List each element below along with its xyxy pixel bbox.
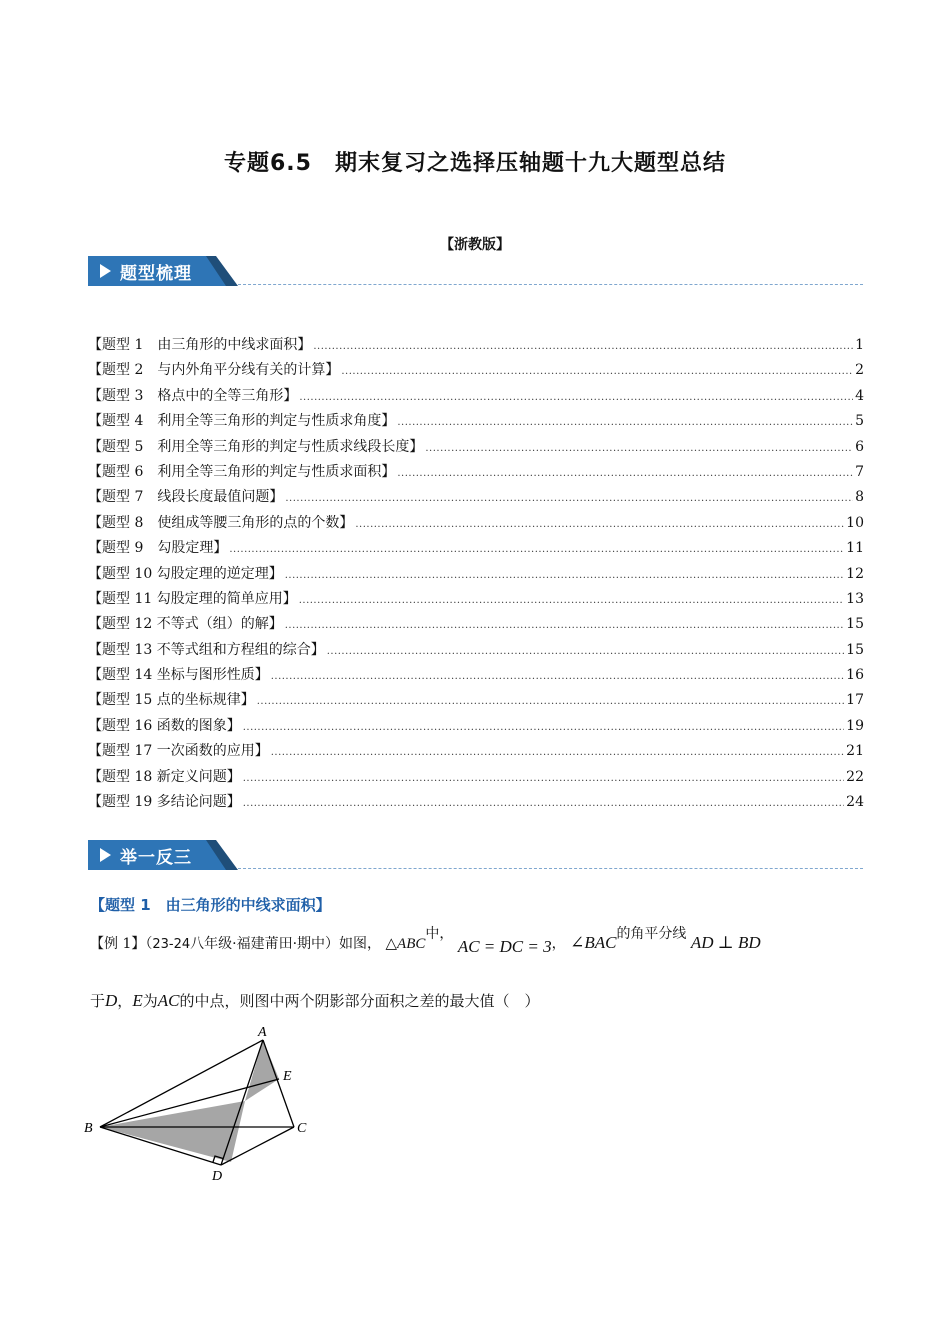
toc-item[interactable] [88, 486, 864, 511]
toc-item[interactable] [88, 385, 864, 410]
label-c: C [297, 1121, 307, 1136]
toc-item[interactable] [88, 664, 864, 689]
dashed-divider [238, 868, 863, 869]
equation-ac-dc: AC = DC = 3 [457, 937, 552, 956]
text-wei: 为 [142, 992, 158, 1010]
table-of-contents [88, 334, 864, 816]
toc-item-label: 【题型 11 勾股定理的简单应用】 [88, 590, 297, 607]
toc-item-page: 13 [846, 590, 864, 607]
toc-item-label: 【题型 16 函数的图象】 [88, 717, 241, 734]
toc-item-page: 19 [846, 717, 864, 734]
section-bar-examples [88, 840, 863, 870]
section-label: 题型梳理 [120, 264, 192, 284]
toc-leader-dots [271, 743, 844, 759]
toc-item-label: 【题型 10 勾股定理的逆定理】 [88, 565, 283, 582]
toc-item-page: 7 [855, 463, 864, 480]
text-yu: 于 [90, 992, 106, 1010]
toc-item[interactable] [88, 791, 864, 816]
toc-item[interactable] [88, 740, 864, 765]
question-text: 的中点，则图中两个阴影部分面积之差的最大值（ ） [179, 992, 540, 1010]
toc-item[interactable] [88, 563, 864, 588]
toc-item[interactable] [88, 461, 864, 486]
example-source: 八年级·福建莆田·期中）如图， [190, 936, 382, 952]
toc-leader-dots [243, 769, 844, 785]
toc-item-page: 24 [846, 794, 864, 811]
toc-item[interactable] [88, 715, 864, 740]
triangle-diagram [80, 1022, 320, 1192]
toc-item-label: 【题型 17 一次函数的应用】 [88, 743, 269, 760]
toc-item-label: 【题型 14 坐标与图形性质】 [88, 667, 269, 684]
comma: ， [551, 936, 566, 952]
toc-item-page: 22 [846, 768, 864, 785]
example-source-year: 23-24 [152, 937, 191, 952]
toc-item-label: 【题型 8 使组成等腰三角形的点的个数】 [88, 514, 354, 531]
segment-ac: AC [157, 991, 180, 1010]
topic-heading: 【题型 1 由三角形的中线求面积】 [90, 896, 331, 914]
toc-item-label: 【题型 18 新定义问题】 [88, 768, 241, 785]
toc-item[interactable] [88, 512, 864, 537]
toc-item[interactable] [88, 537, 864, 562]
toc-item-label: 【题型 5 利用全等三角形的判定与性质求线段长度】 [88, 438, 424, 455]
toc-leader-dots [299, 388, 853, 404]
section-bar-toc [88, 256, 863, 286]
triangle-abc: △ABC [385, 936, 426, 952]
toc-item-page: 15 [846, 641, 864, 658]
example-prefix: 【例 1】（ [90, 936, 153, 952]
toc-item-page: 6 [855, 438, 864, 455]
toc-item-page: 15 [846, 616, 864, 633]
toc-item[interactable] [88, 766, 864, 791]
toc-item[interactable] [88, 639, 864, 664]
toc-item-label: 【题型 19 多结论问题】 [88, 794, 241, 811]
toc-item[interactable] [88, 410, 864, 435]
toc-item-label: 【题型 1 由三角形的中线求面积】 [88, 337, 312, 353]
toc-leader-dots [243, 718, 844, 734]
shaded-region-left [100, 1101, 245, 1162]
toc-leader-dots [327, 642, 844, 658]
toc-item-label: 【题型 9 勾股定理】 [88, 540, 228, 557]
toc-leader-dots [299, 591, 844, 607]
toc-item-page: 1 [855, 337, 864, 353]
toc-item-label: 【题型 6 利用全等三角形的判定与性质求面积】 [88, 463, 396, 480]
toc-item[interactable] [88, 689, 864, 714]
toc-item-label: 【题型 4 利用全等三角形的判定与性质求角度】 [88, 413, 396, 430]
toc-item-page: 5 [855, 413, 864, 430]
toc-leader-dots [285, 566, 844, 582]
dashed-divider [238, 284, 863, 285]
example-statement [90, 926, 870, 956]
toc-item-label: 【题型 3 格点中的全等三角形】 [88, 387, 298, 404]
toc-leader-dots [229, 540, 844, 556]
page-title: 专题6.5 期末复习之选择压轴题十九大题型总结 [224, 151, 726, 176]
sep: ， [117, 992, 133, 1010]
toc-item-page: 10 [846, 514, 864, 531]
label-e: E [283, 1069, 292, 1084]
play-arrow-icon [100, 848, 111, 862]
toc-leader-dots [257, 692, 844, 708]
section-label: 举一反三 [120, 848, 192, 868]
label-d: D [212, 1169, 223, 1184]
toc-item-label: 【题型 13 不等式组和方程组的综合】 [88, 641, 325, 658]
toc-leader-dots [341, 362, 853, 378]
geometry-figure [80, 1022, 320, 1192]
toc-item-label: 【题型 7 线段长度最值问题】 [88, 489, 284, 506]
example-statement-line2 [90, 990, 539, 1011]
toc-leader-dots [285, 489, 853, 505]
point-e: E [132, 991, 143, 1010]
toc-item-page: 16 [846, 667, 864, 684]
text-zhong: 中， [425, 926, 454, 942]
toc-item-page: 12 [846, 565, 864, 582]
toc-item-page: 21 [846, 743, 864, 760]
toc-leader-dots [355, 515, 844, 531]
toc-item[interactable] [88, 588, 864, 613]
point-d: D [105, 991, 118, 1010]
toc-leader-dots [285, 616, 844, 632]
toc-leader-dots [397, 464, 853, 480]
play-arrow-icon [100, 264, 111, 278]
angle-bac: ∠BAC [570, 933, 617, 952]
toc-leader-dots [397, 413, 853, 429]
edition-label: 【浙教版】 [440, 237, 510, 253]
label-a: A [258, 1025, 267, 1040]
toc-item[interactable] [88, 359, 864, 384]
toc-item-page: 4 [855, 387, 864, 404]
toc-leader-dots [271, 667, 844, 683]
toc-item-label: 【题型 15 点的坐标规律】 [88, 692, 255, 709]
toc-item-label: 【题型 12 不等式（组）的解】 [88, 616, 283, 633]
toc-leader-dots [313, 337, 853, 353]
toc-item[interactable] [88, 613, 864, 638]
text-bisector: 的角平分线 [616, 926, 687, 942]
toc-item-label: 【题型 2 与内外角平分线有关的计算】 [88, 362, 340, 379]
label-b: B [84, 1121, 93, 1136]
toc-item[interactable] [88, 436, 864, 461]
perp-ad-bd: AD ⊥ BD [690, 933, 761, 952]
toc-leader-dots [425, 439, 853, 455]
toc-item[interactable] [88, 334, 864, 359]
toc-leader-dots [243, 794, 844, 810]
toc-item-page: 17 [846, 692, 864, 709]
toc-item-page: 11 [846, 540, 864, 557]
toc-item-page: 2 [855, 362, 864, 379]
toc-item-page: 8 [855, 489, 864, 506]
